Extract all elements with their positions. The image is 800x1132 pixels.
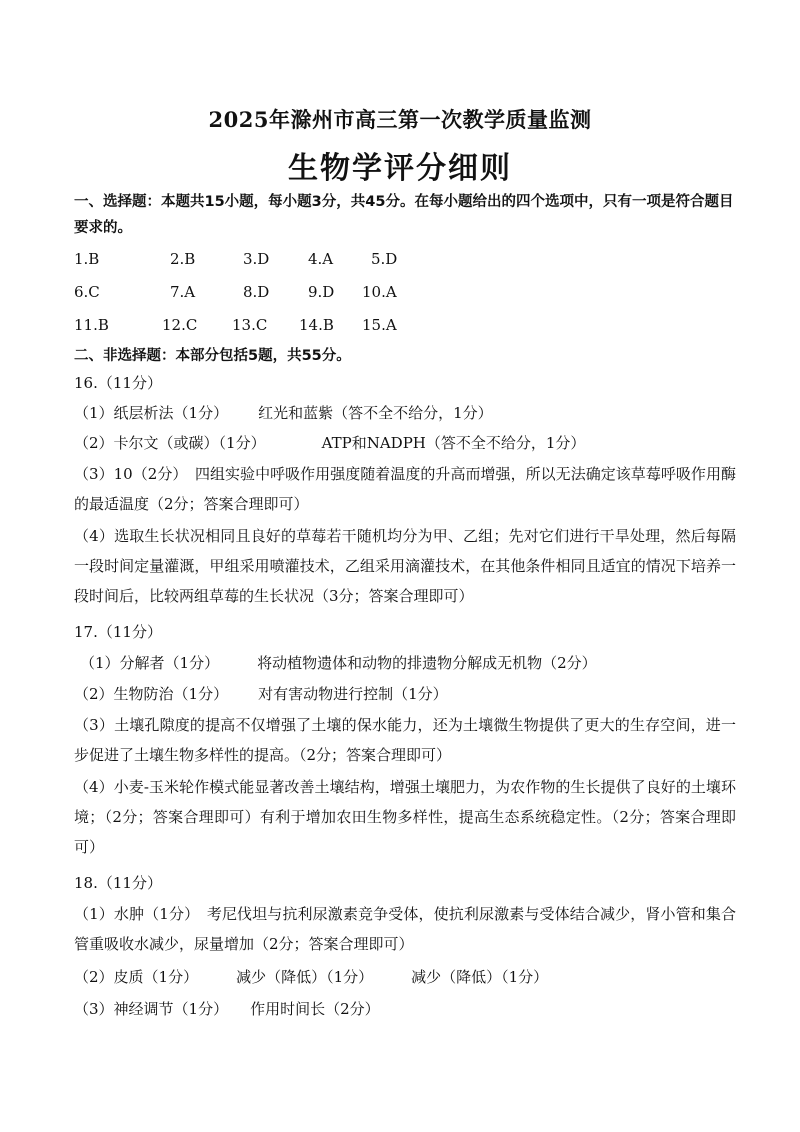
- section1-heading: 一、选择题：本题共15小题，每小题3分，共45分。在每小题给出的四个选项中，只有一项是符合题目要求的。: [74, 194, 734, 236]
- q17-part4: （4）小麦-玉米轮作模式能显著改善土壤结构，增强土壤肥力，为农作物的生长提供了良好的土壤环境；（2分；答案合理即可）有利于增加农田生物多样性，提高生态系统稳定性。（2分；答案合理即可）: [74, 778, 736, 856]
- q17-part2-a: （2）生物防治（1分）: [74, 685, 229, 703]
- answer-item: 13.C: [232, 316, 268, 334]
- q18-part2-c: 减少（降低）（1分）: [411, 968, 549, 986]
- answer-row-1: [74, 250, 734, 280]
- answer-item: 1.B: [74, 250, 100, 268]
- answer-item: 4.A: [308, 250, 334, 268]
- q18-part2: [74, 962, 734, 992]
- q16-part2-b: ATP和NADPH（答不全不给分，1分）: [321, 434, 586, 452]
- answer-item: 10.A: [362, 283, 397, 301]
- answer-item: 9.D: [308, 283, 335, 301]
- q17-part2-b: 对有害动物进行控制（1分）: [258, 685, 448, 703]
- answer-item: 5.D: [371, 250, 398, 268]
- q16-part1-b: 红光和蓝紫（答不全不给分，1分）: [258, 404, 493, 422]
- answer-item: 12.C: [162, 316, 198, 334]
- q16-label: 16.（11分）: [74, 374, 162, 392]
- exam-title: 2025年滁州市高三第一次教学质量监测: [208, 107, 592, 132]
- answer-row-3: [74, 316, 734, 346]
- q18-label: 18.（11分）: [74, 874, 162, 892]
- answer-item: 15.A: [362, 316, 397, 334]
- q17-label: 17.（11分）: [74, 623, 162, 641]
- answer-item: 7.A: [170, 283, 196, 301]
- answer-row-2: [74, 283, 734, 313]
- q18-part3: [74, 994, 734, 1024]
- answer-item: 6.C: [74, 283, 100, 301]
- q17-part1-a: （1）分解者（1分）: [80, 654, 220, 672]
- answer-item: 2.B: [170, 250, 196, 268]
- q18-part3-b: 作用时间长（2分）: [250, 1000, 380, 1018]
- answer-item: 11.B: [74, 316, 109, 334]
- section2-heading: 二、非选择题：本部分包括5题，共55分。: [74, 348, 351, 364]
- q17-part2: [74, 679, 734, 709]
- answer-item: 14.B: [299, 316, 334, 334]
- q16-part1: [74, 398, 734, 428]
- q17-part1-b: 将动植物遗体和动物的排遗物分解成无机物（2分）: [257, 654, 597, 672]
- document-subtitle: 生物学评分细则: [288, 151, 512, 186]
- q18-part3-a: （3）神经调节（1分）: [74, 1000, 229, 1018]
- q17-part3: （3）土壤孔隙度的提高不仅增强了土壤的保水能力，还为土壤微生物提供了更大的生存空间，进一步促进了土壤生物多样性的提高。（2分；答案合理即可）: [74, 716, 736, 764]
- q16-part3: （3）10（2分） 四组实验中呼吸作用强度随着温度的升高而增强，所以无法确定该草莓呼吸作用酶的最适温度（2分；答案合理即可）: [74, 465, 736, 513]
- answer-item: 3.D: [243, 250, 270, 268]
- q18-part2-a: （2）皮质（1分）: [74, 968, 199, 986]
- q17-part1: [80, 648, 740, 678]
- q18-part1: （1）水肿（1分） 考尼伐坦与抗利尿激素竞争受体，使抗利尿激素与受体结合减少，肾小管和集合管重吸收水减少，尿量增加（2分；答案合理即可）: [74, 905, 736, 953]
- q18-part2-b: 减少（降低）（1分）: [236, 968, 374, 986]
- q16-part1-a: （1）纸层析法（1分）: [74, 404, 229, 422]
- q16-part2: [74, 428, 734, 458]
- answer-item: 8.D: [243, 283, 270, 301]
- q16-part2-a: （2）卡尔文（或碳）（1分）: [74, 434, 266, 452]
- q16-part4: （4）选取生长状况相同且良好的草莓若干随机均分为甲、乙组；先对它们进行干旱处理，然后每隔一段时间定量灌溉，甲组采用喷灌技术，乙组采用滴灌技术，在其他条件相同且适宜的情况下培养一段时间后，比较两组草莓的生长状况（3分；答案合理即可）: [74, 527, 736, 605]
